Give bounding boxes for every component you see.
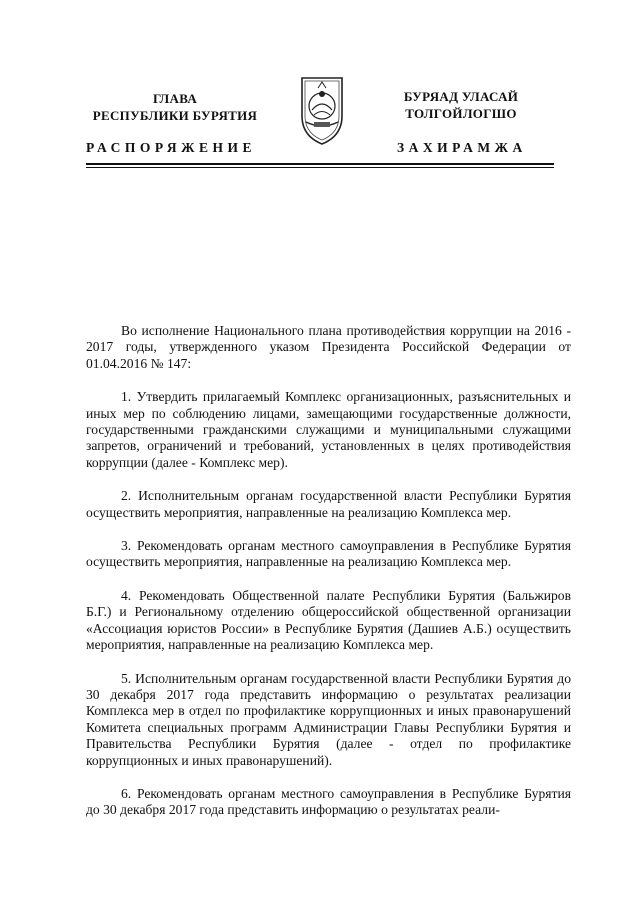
item-paragraph-4: 4. Рекомендовать Общественной палате Республики Бурятия (Бальжиров Б.Г.) и Региональному отделению общероссийской общественной организации «Ассоциация юристов России» в Республике Бурятия (Дашиев А.Б.) осуществить мероприятия, направленные на реализацию Комплекса мер. <box>86 587 571 653</box>
issuer-title-bua <box>380 88 542 122</box>
issuer-title-ru-line2: РЕСПУБЛИКИ БУРЯТИЯ <box>92 108 258 123</box>
issuer-title-ru <box>86 90 264 124</box>
coat-of-arms-icon <box>296 72 348 148</box>
document-type-ru: РАСПОРЯЖЕНИЕ <box>86 140 257 155</box>
issuer-title-ru-line1: ГЛАВА <box>152 91 198 106</box>
issuer-title-bua-line2: ТОЛГОЙЛОГШО <box>405 106 517 121</box>
document-type-bua: ЗАХИРАМЖА <box>397 140 527 155</box>
issuer-title-bua-line1: БУРЯАД УЛАСАЙ <box>403 89 519 104</box>
item-paragraph-6: 6. Рекомендовать органам местного самоуправления в Республике Бурятия до 30 декабря 2017 года представить информацию о результатах реали- <box>86 785 571 818</box>
document-body <box>86 323 571 819</box>
header-divider-thin <box>86 167 554 168</box>
item-paragraph-3: 3. Рекомендовать органам местного самоуправления в Республике Бурятия осуществить мероприятия, направленные на реализацию Комплекса мер. <box>86 538 571 570</box>
item-paragraph-2: 2. Исполнительным органам государственной власти Республики Бурятия осуществить мероприятия, направленные на реализацию Комплекса мер. <box>86 488 571 520</box>
item-paragraph-5: 5. Исполнительным органам государственной власти Республики Бурятия до 30 декабря 2017 года представить информацию о результатах реализации Комплекса мер в отдел по профилактике коррупционных и иных правонарушений Комитета специальных программ Администрации Главы Республики Бурятия и Правительства Республики Бурятия (далее - отдел по профилактике коррупционных и иных правонарушений). <box>86 670 571 768</box>
item-paragraph-1: 1. Утвердить прилагаемый Комплекс организационных, разъяснительных и иных мер по соблюдению лицами, замещающими государственные должности, государственными гражданскими служащими и муниципальными служащими запретов, ограничений и требований, установленных в целях противодействия коррупции (далее - Комплекс мер). <box>86 389 571 470</box>
header-divider-thick <box>86 163 554 165</box>
preamble-paragraph: Во исполнение Национального плана противодействия коррупции на 2016 - 2017 годы, утвержденного указом Президента Российской Федерации от 01.04.2016 № 147: <box>86 323 571 371</box>
